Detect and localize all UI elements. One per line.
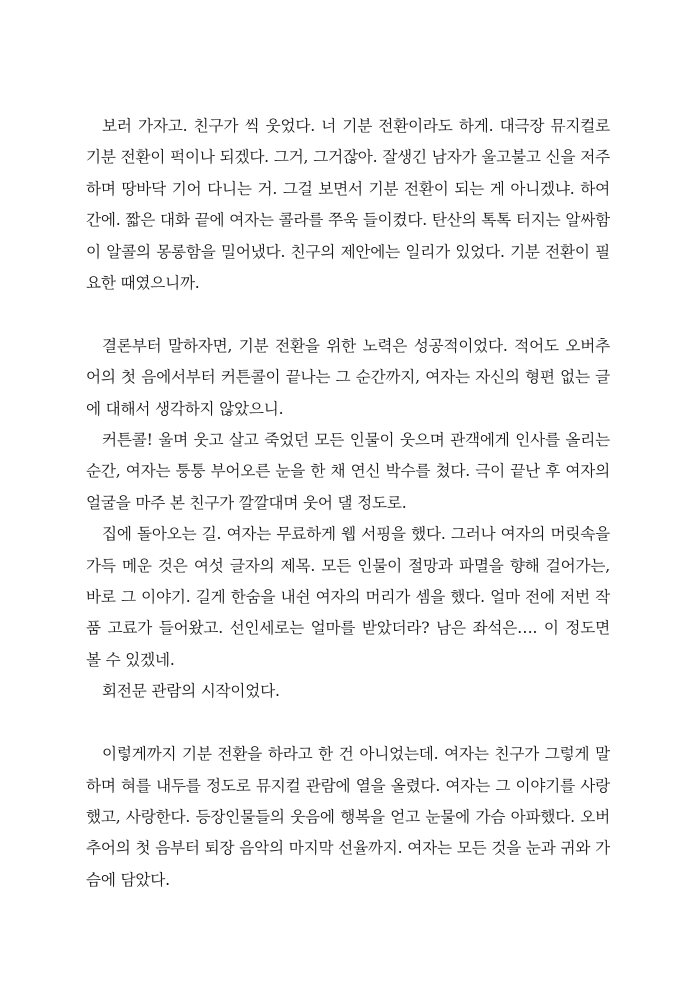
paragraph-gap bbox=[86, 708, 610, 739]
paragraph-4: 집에 돌아오는 길. 여자는 무료하게 웹 서핑을 했다. 그러나 여자의 머릿속을 가득 메운 것은 여섯 글자의 제목. 모든 인물이 절망과 파멸을 향해 걸어가는, 바로 그 이야기. 길게 한숨을 내쉰 여자의 머리가 셈을 했다. 얼마 전에 저번 작품 고료가 들어왔고. 선인세로는 얼마를 받았더라? 남은 좌석은…. 이 정도면 볼 수 있겠네. bbox=[86, 525, 610, 669]
paragraph-1: 보러 가자고. 친구가 씩 웃었다. 너 기분 전환이라도 하게. 대극장 뮤지컬로 기분 전환이 퍽이나 되겠다. 그거, 그거잖아. 잘생긴 남자가 울고불고 신을 저주하며 땅바닥 기어 다니는 거. 그걸 보면서 기분 전환이 되는 게 아니겠냐. 하여간에. 짧은 대화 끝에 여자는 콜라를 쭈욱 들이켰다. 탄산의 톡톡 터지는 알싸함이 알콜의 몽롱함을 밀어냈다. 친구의 제안에는 일리가 있었다. 기분 전환이 필요한 때였으니까. bbox=[86, 117, 610, 293]
document-body bbox=[86, 111, 610, 896]
paragraph-gap bbox=[86, 299, 610, 330]
paragraph-6: 이렇게까지 기분 전환을 하라고 한 건 아니었는데. 여자는 친구가 그렇게 말하며 혀를 내두를 정도로 뮤지컬 관람에 열을 올렸다. 여자는 그 이야기를 사랑했고, 사랑한다. 등장인물들의 웃음에 행복을 얻고 눈물에 가슴 아파했다. 오버추어의 첫 음부터 퇴장 음악의 마지막 선율까지. 여자는 모든 것을 눈과 귀와 가슴에 담았다. bbox=[86, 745, 610, 889]
paragraph-3: 커튼콜! 울며 웃고 살고 죽었던 모든 인물이 웃으며 관객에게 인사를 올리는 순간, 여자는 퉁퉁 부어오른 눈을 한 채 연신 박수를 쳤다. 극이 끝난 후 여자의 얼굴을 마주 본 친구가 깔깔대며 웃어 댈 정도로. bbox=[86, 431, 610, 512]
paragraph-5: 회전문 관람의 시작이었다. bbox=[102, 682, 280, 701]
paragraph-2: 결론부터 말하자면, 기분 전환을 위한 노력은 성공적이었다. 적어도 오버추어의 첫 음에서부터 커튼콜이 끝나는 그 순간까지, 여자는 자신의 형편 없는 글에 대해서 생각하지 않았으니. bbox=[86, 336, 610, 418]
